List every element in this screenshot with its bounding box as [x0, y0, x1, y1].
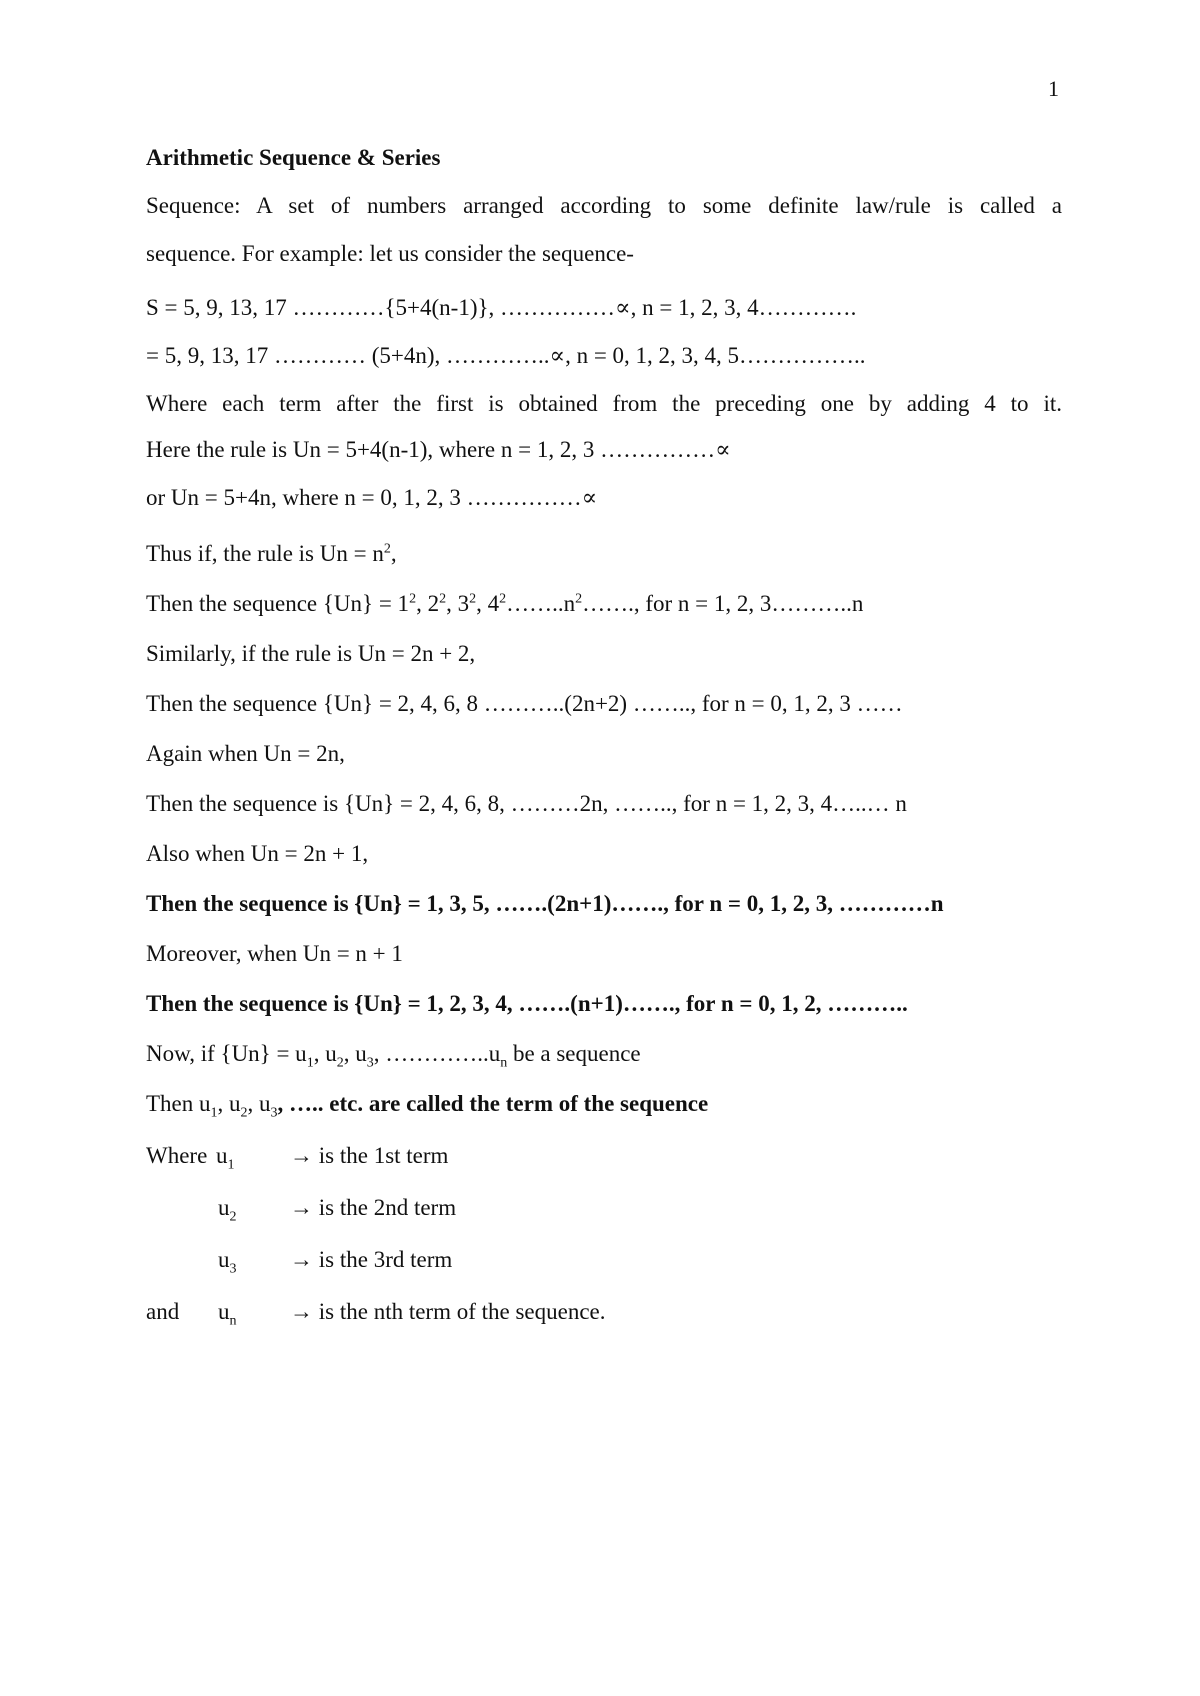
definition-line-2: sequence. For example: let us consider the sequence-: [146, 241, 634, 266]
then-sub2: 2: [240, 1105, 248, 1121]
term-sub: n: [229, 1313, 237, 1329]
similarly-line: Similarly, if the rule is Un = 2n + 2,: [146, 641, 476, 666]
sequence-s-line-1: S = 5, 9, 13, 17 …………{5+4(n-1)}, ……………∝, n = 1, 2, 3, 4………….: [146, 295, 857, 320]
thus-line: [146, 538, 397, 570]
term-u: u: [218, 1247, 230, 1272]
thus-text-a: Thus if, the rule is Un = n: [146, 541, 384, 566]
section-title: Arithmetic Sequence & Series: [146, 145, 441, 170]
now-a: Now, if {Un} = u: [146, 1041, 307, 1066]
now-c: , u: [343, 1041, 367, 1066]
seq-sq-e: ……..n: [506, 591, 576, 616]
seq-sq-a: Then the sequence {Un} = 1: [146, 591, 410, 616]
term-row-4: [146, 1296, 746, 1328]
term-desc: → is the 1st term: [290, 1143, 449, 1168]
term-symbol: [218, 1192, 237, 1224]
seq-sq-c: , 3: [446, 591, 470, 616]
then-c: , u: [247, 1091, 271, 1116]
again-line: Again when Un = 2n,: [146, 741, 345, 766]
rule-line-1: Here the rule is Un = 5+4(n-1), where n = 1, 2, 3 ……………∝: [146, 437, 731, 462]
page-number: 1: [1048, 76, 1059, 101]
term-row-2: [146, 1192, 746, 1224]
sequence-2n-line: Then the sequence is {Un} = 2, 4, 6, 8, ………2n, …….., for n = 1, 2, 3, 4…..… n: [146, 791, 907, 816]
seq-sq-sup1: 2: [409, 591, 417, 607]
rule-line-2: or Un = 5+4n, where n = 0, 1, 2, 3 ……………∝: [146, 485, 598, 510]
term-u: u: [218, 1299, 230, 1324]
term-u: u: [216, 1143, 228, 1168]
now-line: [146, 1038, 641, 1070]
now-subn: n: [500, 1055, 508, 1071]
term-u: u: [218, 1195, 230, 1220]
term-prefix: Where: [146, 1143, 208, 1168]
seq-sq-sup3: 2: [469, 591, 477, 607]
term-sub: 1: [227, 1157, 235, 1173]
now-d: , …………..u: [373, 1041, 501, 1066]
seq-sq-d: , 4: [476, 591, 500, 616]
sequence-squares-line: [146, 588, 863, 620]
then-sub3: 3: [270, 1105, 278, 1121]
term-sub: 3: [229, 1261, 237, 1277]
now-b: , u: [313, 1041, 337, 1066]
term-desc: → is the nth term of the sequence.: [290, 1299, 606, 1324]
then-sub1: 1: [210, 1105, 218, 1121]
then-d: , ….. etc. are called the term of the sequence: [277, 1091, 709, 1116]
then-terms-line: [146, 1088, 708, 1120]
sequence-s-line-2: = 5, 9, 13, 17 ………… (5+4n), …………..∝, n = 0, 1, 2, 3, 4, 5……………..: [146, 343, 866, 368]
term-prefix: and: [146, 1299, 180, 1324]
term-row-1: [146, 1140, 746, 1172]
definition-line-1: Sequence: A set of numbers arranged according to some definite law/rule is called a: [146, 193, 1062, 218]
moreover-line: Moreover, when Un = n + 1: [146, 941, 403, 966]
term-sub: 2: [229, 1209, 237, 1225]
sequence-n-plus-1-line: Then the sequence is {Un} = 1, 2, 3, 4, …….(n+1)……., for n = 0, 1, 2, ………..: [146, 991, 908, 1016]
term-symbol: [218, 1296, 237, 1328]
term-desc: → is the 2nd term: [290, 1195, 457, 1220]
also-line: Also when Un = 2n + 1,: [146, 841, 369, 866]
now-sub3: 3: [366, 1055, 374, 1071]
seq-sq-sup2: 2: [439, 591, 447, 607]
seq-sq-f: ……., for n = 1, 2, 3………..n: [582, 591, 864, 616]
thus-sup: 2: [383, 541, 391, 557]
now-e: be a sequence: [507, 1041, 641, 1066]
sequence-2n-plus-1-line: Then the sequence is {Un} = 1, 3, 5, …….(2n+1)……., for n = 0, 1, 2, 3, …………n: [146, 891, 944, 916]
seq-sq-b: , 2: [416, 591, 440, 616]
seq-sq-sup5: 2: [575, 591, 583, 607]
then-a: Then u: [146, 1091, 211, 1116]
term-symbol: [218, 1244, 237, 1276]
then-b: , u: [217, 1091, 241, 1116]
now-sub1: 1: [306, 1055, 314, 1071]
term-desc: → is the 3rd term: [290, 1247, 453, 1272]
now-sub2: 2: [336, 1055, 344, 1071]
sequence-2n-plus-2-line: Then the sequence {Un} = 2, 4, 6, 8 ………..(2n+2) …….., for n = 0, 1, 2, 3 ……: [146, 691, 903, 716]
term-symbol: [216, 1140, 235, 1172]
thus-text-b: ,: [390, 541, 397, 566]
term-row-3: [146, 1244, 746, 1276]
where-each-line: Where each term after the first is obtained from the preceding one by adding 4 to it.: [146, 391, 1062, 416]
seq-sq-sup4: 2: [499, 591, 507, 607]
